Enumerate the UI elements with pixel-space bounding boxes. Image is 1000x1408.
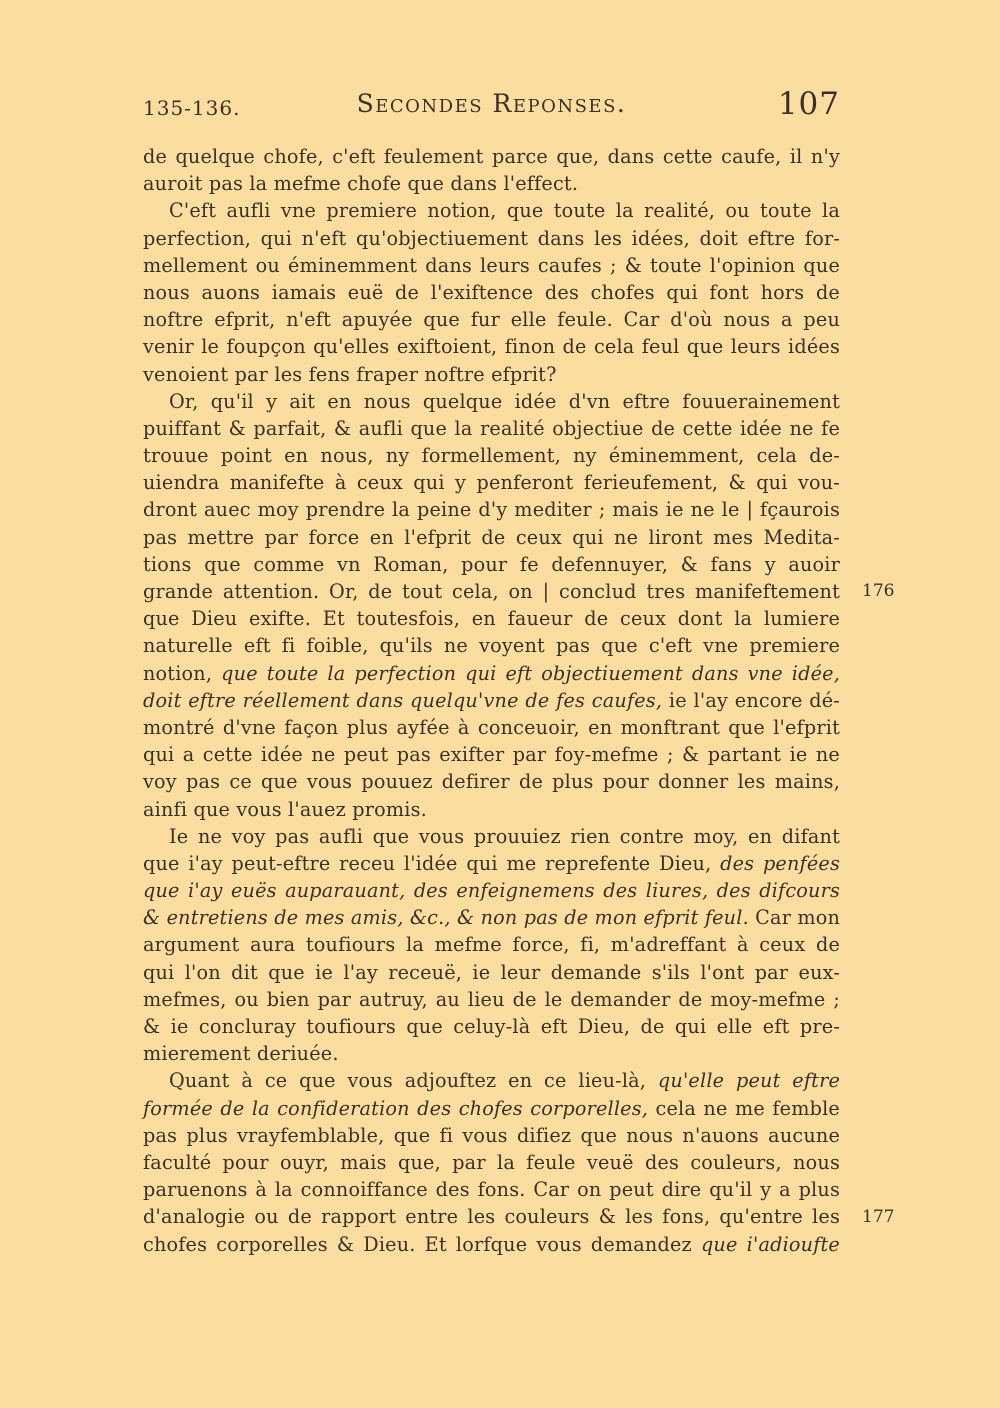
italic-text: doit eftre réellement dans quelqu'vne de fes caufes,: [143, 688, 663, 712]
text-line: [143, 361, 840, 388]
text-run: que i'ay peut-eftre receu l'idée qui me reprefente Dieu,: [143, 851, 721, 875]
italic-text: formée de la confideration des chofes corporelles,: [143, 1096, 649, 1120]
italic-text: des penfées: [720, 851, 841, 875]
text-run: grande attention. Or, de tout cela, on | conclud tres manifeftement: [143, 580, 840, 603]
text-run: Ie ne voy pas aufli que vous prouuiez rien contre moy, en difant: [169, 824, 840, 848]
text-line: [143, 877, 840, 904]
text-run: mellement ou éminemment dans leurs caufes ; & toute l'opinion que: [143, 253, 840, 277]
text-line: [143, 741, 840, 768]
text-line: [143, 225, 840, 252]
text-line: [143, 524, 840, 551]
text-line: [143, 1176, 840, 1203]
page-range: 135-136.: [143, 96, 241, 120]
text-run: mefmes, ou bien par autruy, au lieu de le demander de moy-mefme ;: [143, 987, 840, 1011]
text-line: [143, 496, 840, 523]
text-line: [143, 850, 840, 877]
running-title: Secondes Reponses.: [356, 89, 627, 118]
italic-text: qu'elle peut eftre: [657, 1069, 840, 1093]
text-run: voy pas ce que vous pouuez defirer de plus pour donner les mains,: [143, 770, 840, 794]
text-run: perfection, qui n'eft qu'objectiuement dans les idées, doit eftre for-: [143, 226, 840, 250]
text-run: argument aura toufiours la mefme force, fi, m'adreffant à ceux de: [143, 933, 840, 957]
text-run: cela ne me femble: [648, 1096, 840, 1120]
text-run: qui l'on dit que ie l'ay receuë, ie leur demande s'ils l'ont par eux-: [143, 960, 840, 984]
text-line: [143, 632, 840, 659]
text-run: notion,: [143, 661, 222, 685]
margin-number: 176: [862, 581, 895, 602]
text-line: [143, 904, 840, 931]
text-line: [143, 1122, 840, 1149]
italic-text: que i'ay euës auparauant, des enfeignemens des liures, des difcours: [143, 879, 840, 903]
text-run: mierement deriuée.: [143, 1042, 339, 1066]
text-run: Quant à ce que vous adjouftez en ce lieu-là,: [169, 1069, 658, 1093]
text-line: [143, 197, 840, 224]
text-line: [143, 578, 840, 605]
text-line: [143, 796, 840, 823]
text-run: trouue point en nous, ny formellement, ny éminemment, cela de-: [143, 444, 840, 468]
text-run: naturelle eft fi foible, qu'ils ne voyent pas que c'eft vne premiere: [143, 634, 840, 658]
text-run: de quelque chofe, c'eft feulement parce que, dans cette caufe, il n'y: [143, 145, 840, 168]
body-text: [143, 143, 840, 1258]
text-run: ie l'ay encore dé-: [662, 688, 840, 712]
text-run: dront auec moy prendre la peine d'y mediter ; mais ie ne le | fçaurois: [143, 498, 840, 522]
italic-text: & entretiens de mes amis, &c., & non pas de mon efprit feul.: [143, 906, 749, 930]
text-line: [143, 1040, 840, 1067]
text-line: [143, 1067, 840, 1094]
text-run: d'analogie ou de rapport entre les couleurs & les fons, qu'entre les: [143, 1205, 840, 1229]
text-line: [143, 714, 840, 741]
text-run: ainfi que vous l'auez promis.: [143, 797, 427, 821]
text-line: [143, 1203, 840, 1230]
text-line: [143, 660, 840, 687]
text-run: auroit pas la mefme chofe que dans l'effect.: [143, 172, 579, 196]
text-line: [143, 442, 840, 469]
text-line: [143, 306, 840, 333]
text-line: [143, 469, 840, 496]
text-line: [143, 986, 840, 1013]
text-run: pas mettre par force en l'efprit de ceux qui ne liront mes Medita-: [143, 525, 840, 549]
text-line: [143, 333, 840, 360]
text-run: venir le foupçon qu'elles exiftoient, finon de cela feul que leurs idées: [143, 335, 840, 359]
text-run: paruenons à la connoiffance des fons. Car on peut dire qu'il y a plus: [143, 1178, 840, 1202]
text-run: Car mon: [748, 906, 841, 930]
text-line: [143, 143, 840, 170]
text-line: [143, 170, 840, 197]
text-run: Or, qu'il y ait en nous quelque idée d'vn eftre fouuerainement: [169, 389, 840, 413]
text-run: C'eft aufli vne premiere notion, que toute la realité, ou toute la: [169, 199, 840, 223]
text-line: [143, 687, 840, 714]
text-line: [143, 1013, 840, 1040]
text-run: pas plus vrayfemblable, que fi vous difiez que nous n'auons aucune: [143, 1123, 840, 1147]
italic-text: que toute la perfection qui eft objectiuement dans vne idée,: [221, 661, 840, 685]
text-line: [143, 931, 840, 958]
text-line: [143, 1149, 840, 1176]
text-line: [143, 823, 840, 850]
text-line: [143, 551, 840, 578]
text-run: uiendra manifefte à ceux qui y penferont ferieufement, & qui vou-: [143, 471, 840, 495]
text-run: noftre efprit, n'eft apuyée que fur elle feule. Car d'où nous a peu: [143, 308, 840, 332]
text-line: [143, 768, 840, 795]
text-run: tions que comme vn Roman, pour fe defennuyer, & fans y auoir: [143, 552, 840, 576]
text-run: qui a cette idée ne peut pas exifter par foy-mefme ; & partant ie ne: [143, 743, 840, 767]
text-run: puiffant & parfait, & aufli que la realité objectiue de cette idée ne fe: [143, 416, 840, 440]
text-line: [143, 388, 840, 415]
text-run: faculté pour ouyr, mais que, par la feule veuë des couleurs, nous: [143, 1150, 840, 1174]
text-run: chofes corporelles & Dieu. Et lorfque vous demandez: [143, 1232, 701, 1256]
text-line: [143, 415, 840, 442]
text-line: [143, 959, 840, 986]
text-line: [143, 252, 840, 279]
text-line: [143, 605, 840, 632]
running-header: [143, 86, 840, 126]
text-line: [143, 279, 840, 306]
text-run: nous auons iamais euë de l'exiftence des chofes qui font hors de: [143, 280, 840, 304]
text-line: [143, 1231, 840, 1258]
text-run: venoient par les fens fraper noftre efprit?: [143, 362, 557, 386]
text-run: que Dieu exifte. Et toutesfois, en faueur de ceux dont la lumiere: [143, 607, 840, 631]
text-line: [143, 1095, 840, 1122]
page-number: 107: [777, 86, 840, 122]
text-run: montré d'vne façon plus ayfée à conceuoir, en monftrant que l'efprit: [143, 715, 840, 739]
text-run: & ie concluray toufiours que celuy-là eft Dieu, de qui elle eft pre-: [143, 1015, 840, 1038]
margin-number: 177: [862, 1206, 895, 1227]
italic-text: que i'adioufte: [700, 1232, 840, 1256]
